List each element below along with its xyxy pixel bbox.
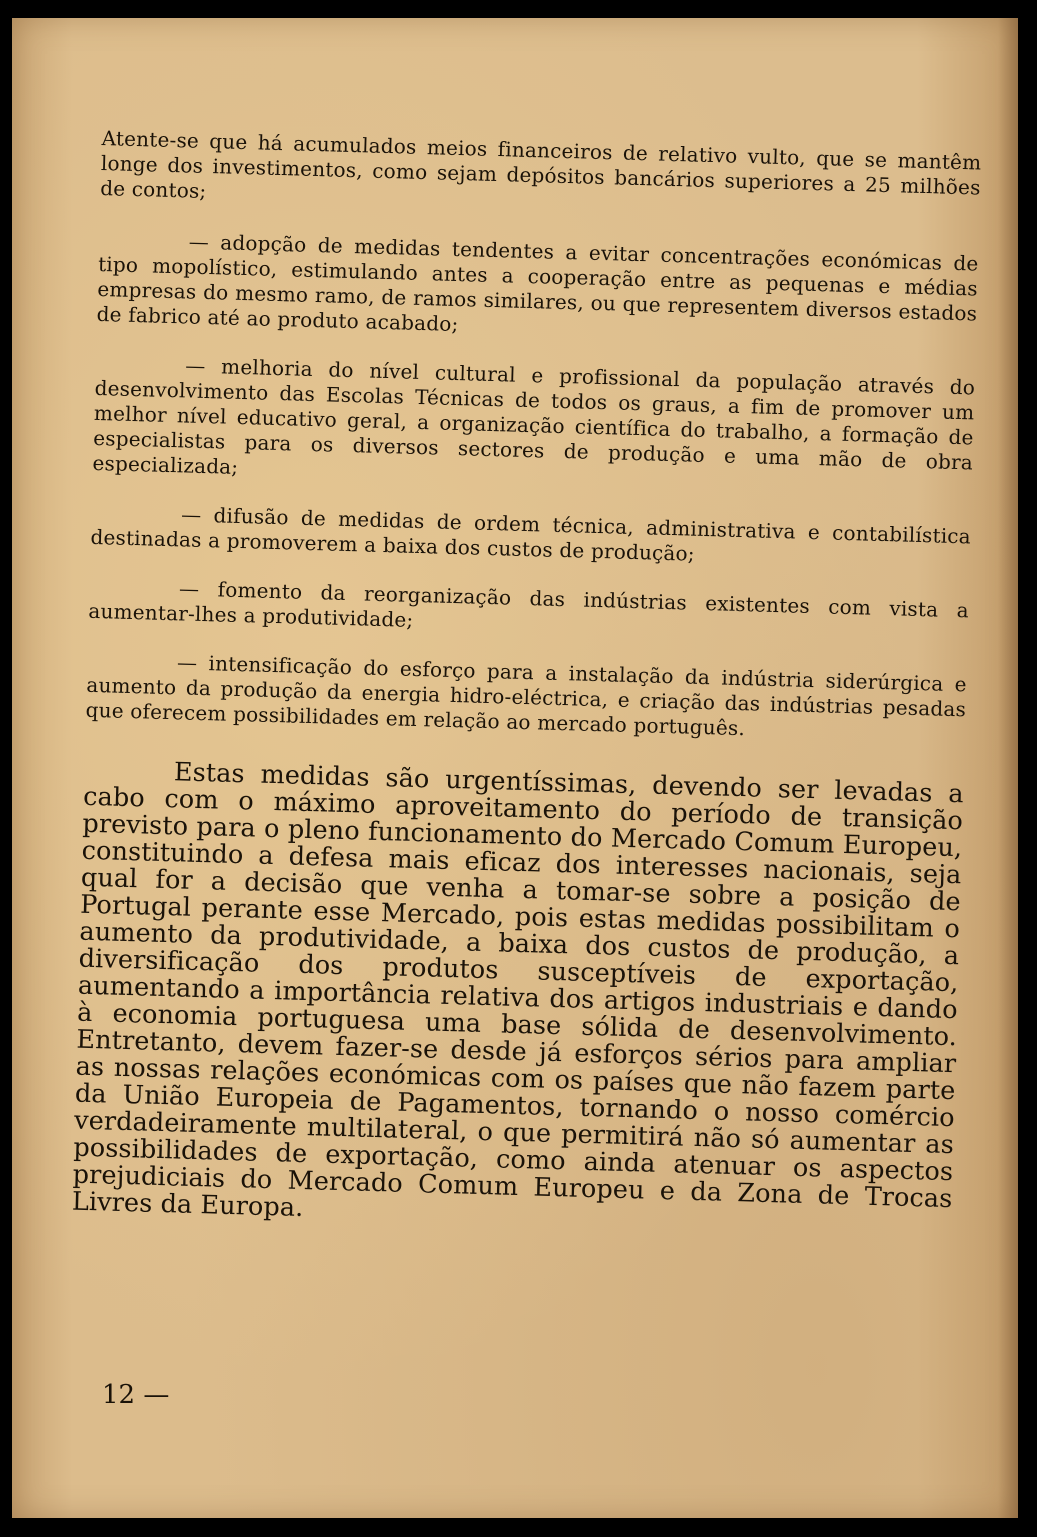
- page-number: 12 —: [102, 1380, 170, 1410]
- paragraph-item-technical: — difusão de medidas de ordem técnica, administrativa e contabilística destinadas a promoverem a baixa dos custos de produção;: [90, 502, 972, 566]
- body-text-block: [72, 126, 982, 1240]
- paragraph-item-education: — melhoria do nível cultural e profissional da população através do desenvolvimento das Escolas Técnicas de todos os graus, a fim de promover um melhor nível educativo geral, a organização científica do trabalho, a formação de especialistas para os diversos sectores de produção e uma mão de obra especializada;: [92, 353, 976, 479]
- paper-page: [12, 18, 1018, 1518]
- paragraph-item-reorganization: — fomento da reorganização das indústrias existentes com vista a aumentar-lhes a produtividade;: [88, 576, 970, 632]
- paragraph-item-heavy-industry: — intensificação do esforço para a instalação da indústria siderúrgica e aumento da produção da energia hidro-eléctrica, e criação das indústrias pesadas que oferecem possibilidades em relação ao mercado português.: [85, 650, 968, 741]
- paragraph-main: Estas medidas são urgentíssimas, devendo ser levadas a cabo com o máximo aproveitamento do período de transição previsto para o pleno funcionamento do Mercado Comum Europeu, constituindo a defesa mais eficaz dos interesses nacionais, seja qual for a decisão que venha a tomar-se sobre a posição de Portugal perante esse Mercado, pois estas medidas possibilitam o aumento da produtividade, a baixa dos custos de produção, a diversificação dos produtos susceptíveis de exportação, aumentando a importância relativa dos artigos industriais e dando à economia portuguesa uma base sólida de desenvolvimento. Entretanto, devem fazer-se desde já esforços sérios para ampliar as nossas relações económicas com os países que não fazem parte da União Europeia de Pagamentos, tornando o nosso comércio verdadeiramente multilateral, o que permitirá não só aumentar as possibilidades de exportação, como ainda atenuar os aspectos prejudiciais do Mercado Comum Europeu e da Zona de Trocas Livres da Europa.: [71, 757, 965, 1224]
- page-spine-shadow: [998, 18, 1018, 1518]
- paragraph-item-concentration: — adopção de medidas tendentes a evitar concentrações económicas de tipo mopolístico, estimulando antes a cooperação entre as pequenas e médias empresas do mesmo ramo, de ramos similares, ou que representem diversos estados de fabrico até ao produto acabado;: [96, 229, 979, 337]
- paragraph-intro: Atente-se que há acumulados meios financeiros de relativo vulto, que se mantêm longe dos investimentos, como sejam depósitos bancários superiores a 25 milhões de contos;: [99, 126, 982, 203]
